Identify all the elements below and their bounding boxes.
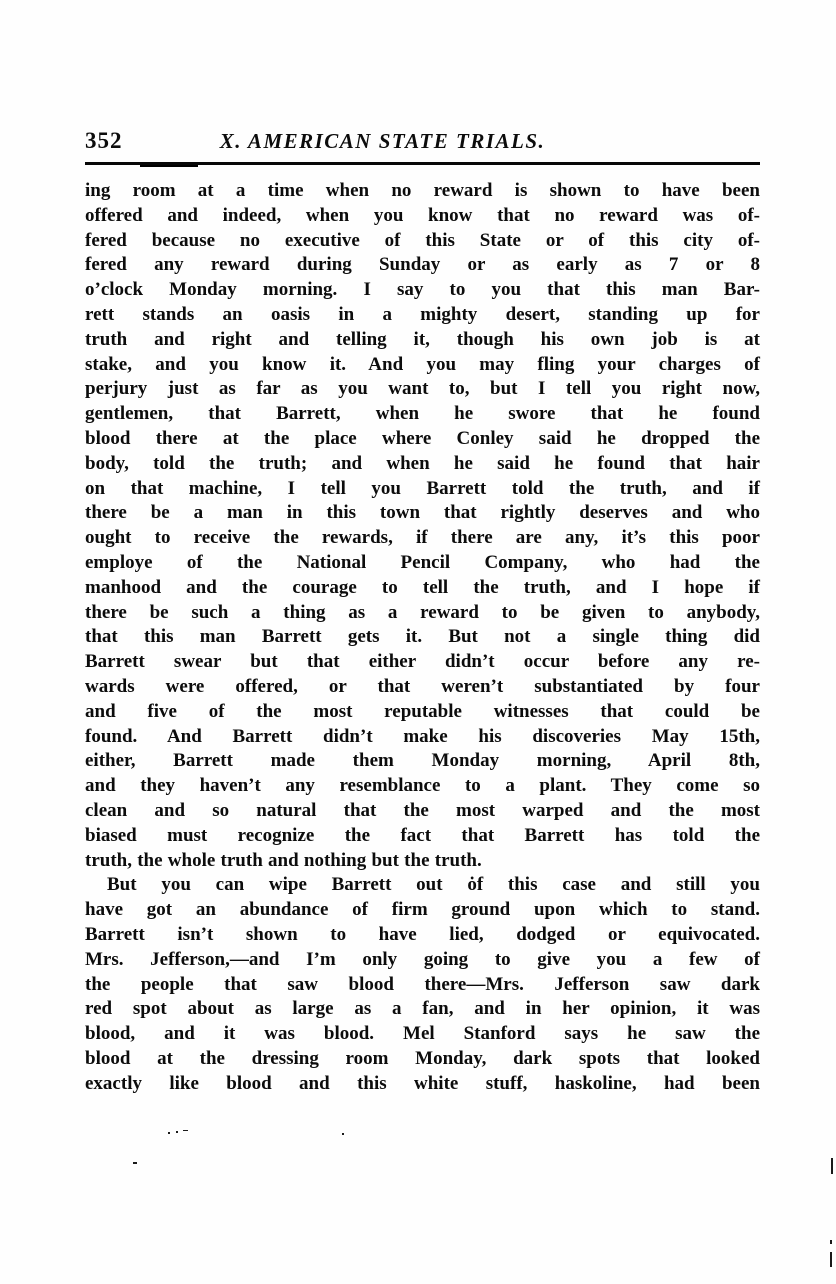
text-line: there be such a thing as a reward to be given to anybody, — [85, 601, 760, 623]
page-content — [85, 126, 760, 1096]
text-line: that this man Barrett gets it. But not a single thing did — [85, 626, 760, 648]
text-line: on that machine, I tell you Barrett told the truth, and if — [85, 477, 760, 499]
text-line: exactly like blood and this white stuff, haskoline, had been — [85, 1072, 760, 1094]
text-line: fered because no executive of this State or of this city of- — [85, 229, 760, 251]
text-line: o’clock Monday morning. I say to you that this man Bar- — [85, 279, 760, 301]
text-line: and they haven’t any resemblance to a plant. They come so — [85, 775, 760, 797]
page-header — [85, 126, 760, 160]
text-line: employe of the National Pencil Company, who had the — [85, 551, 760, 573]
scan-artifact — [168, 1132, 170, 1134]
text-line: Mrs. Jefferson,—and I’m only going to give you a few of — [85, 948, 760, 970]
scan-artifact — [831, 1158, 833, 1174]
text-line: red spot about as large as a fan, and in her opinion, it was — [85, 998, 760, 1020]
rule-ink-blob — [140, 165, 198, 167]
running-title: X. AMERICAN STATE TRIALS. — [219, 129, 546, 153]
text-line: Barrett swear but that either didn’t occur before any re- — [85, 651, 760, 673]
text-line: truth and right and telling it, though his own job is at — [85, 328, 760, 350]
page-number: 352 — [85, 128, 123, 153]
text-line: ought to receive the rewards, if there are any, it’s this poor — [85, 527, 760, 549]
text-line: found. And Barrett didn’t make his discoveries May 15th, — [85, 725, 760, 747]
text-line: there be a man in this town that rightly deserves and who — [85, 502, 760, 524]
body-text — [85, 179, 760, 1096]
scan-artifact — [133, 1162, 137, 1164]
text-line: clean and so natural that the most warped and the most — [85, 799, 760, 821]
scan-artifact — [183, 1130, 188, 1131]
text-line: fered any reward during Sunday or as early as 7 or 8 — [85, 254, 760, 276]
text-line: have got an abundance of firm ground upon which to stand. — [85, 899, 760, 921]
text-line: Barrett isn’t shown to have lied, dodged or equivocated. — [85, 923, 760, 945]
scan-artifact — [176, 1131, 178, 1133]
text-line: But you can wipe Barrett out ȯf this case and still you — [107, 874, 760, 896]
text-line: ing room at a time when no reward is shown to have been — [85, 180, 760, 201]
text-line: stake, and you know it. And you may fling your charges of — [85, 353, 760, 375]
text-line: wards were offered, or that weren’t substantiated by four — [85, 675, 760, 697]
text-line: body, told the truth; and when he said he found that hair — [85, 452, 760, 474]
text-line: rett stands an oasis in a mighty desert, standing up for — [85, 303, 760, 325]
text-line: perjury just as far as you want to, but I tell you right now, — [85, 378, 760, 400]
scan-artifact — [342, 1133, 344, 1135]
text-line: biased must recognize the fact that Barrett has told the — [85, 824, 760, 846]
text-line: either, Barrett made them Monday morning, April 8th, — [85, 750, 760, 772]
scan-artifact — [830, 1240, 832, 1244]
text-line: blood at the dressing room Monday, dark spots that looked — [85, 1047, 760, 1069]
scan-artifact — [830, 1252, 832, 1267]
text-line: the people that saw blood there—Mrs. Jefferson saw dark — [85, 973, 760, 995]
text-line: truth, the whole truth and nothing but the truth. — [85, 849, 482, 871]
text-line: blood, and it was blood. Mel Stanford says he saw the — [85, 1023, 760, 1045]
text-line: and five of the most reputable witnesses that could be — [85, 700, 760, 722]
text-line: gentlemen, that Barrett, when he swore that he found — [85, 403, 760, 425]
text-line: blood there at the place where Conley said he dropped the — [85, 427, 760, 449]
text-line: manhood and the courage to tell the truth, and I hope if — [85, 576, 760, 598]
text-line: offered and indeed, when you know that no reward was of- — [85, 204, 760, 226]
